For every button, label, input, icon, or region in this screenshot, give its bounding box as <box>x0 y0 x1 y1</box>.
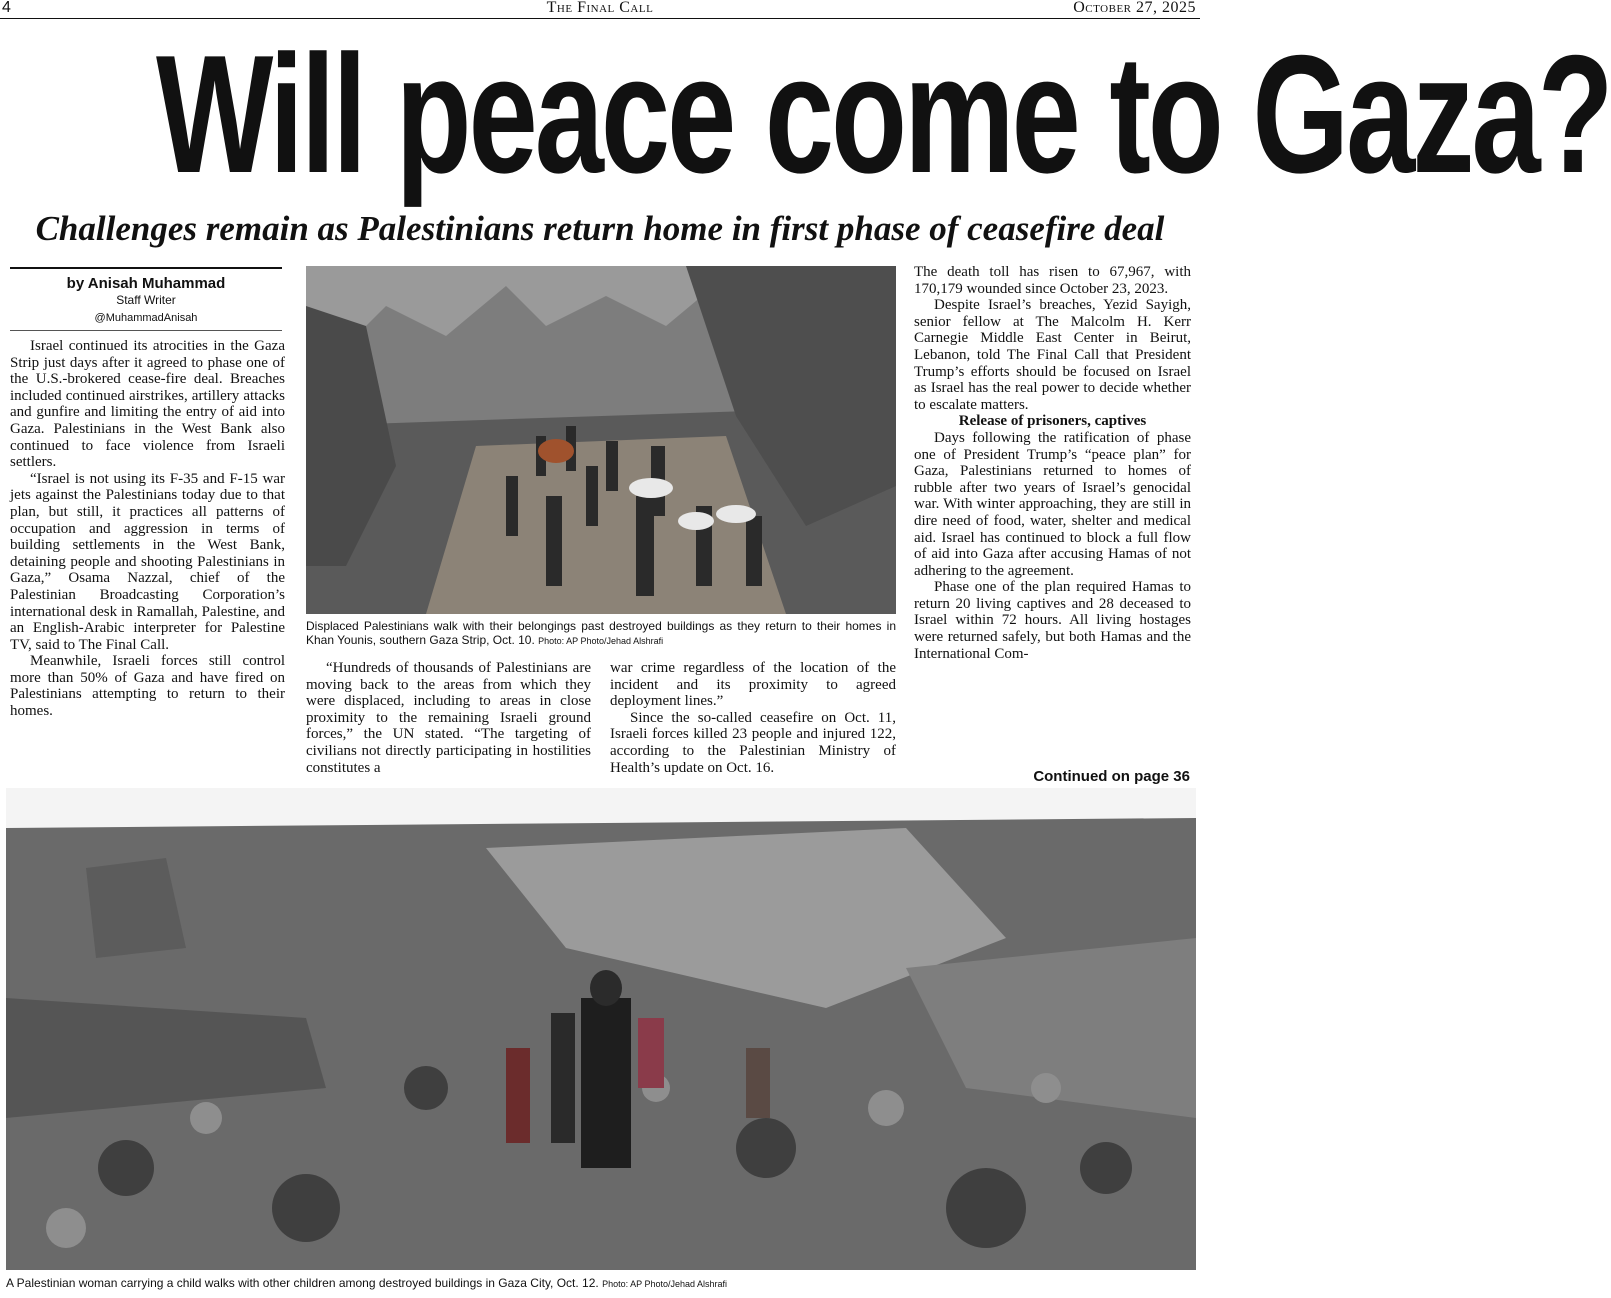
byline <box>10 267 282 331</box>
jump-line: Continued on page 36 <box>1033 768 1190 785</box>
publication-name: The Final Call <box>546 0 654 16</box>
photo-credit: Photo: AP Photo/Jehad Alshrafi <box>538 636 664 646</box>
byline-social-handle: @MuhammadAnisah <box>94 312 198 324</box>
photo-caption-bottom <box>6 1276 1196 1291</box>
photo-displaced-palestinians <box>306 266 896 614</box>
page-number: 4 <box>2 0 11 16</box>
article-paragraph: “Israel is not using its F-35 and F-15 war jets against the Palestinians today due to that plan, but still, it practices all patterns of occupation and aggression in terms of building settlements in the West Bank, detaining people and shooting Palestinians in Gaza,” Osama Nazzal, chief of the Palestinian Broadcasting Corporation’s international desk in Ramallah, Palestine, and an English-Arabic interpreter for Palestine TV, said to The Final Call. <box>10 470 285 653</box>
issue-date: October 27, 2025 <box>1073 0 1196 16</box>
article-paragraph: Despite Israel’s breaches, Yezid Sayigh, senior fellow at The Malcolm H. Kerr Carnegie Middle East Center in Beirut, Lebanon, told The Final Call that President Trump’s efforts should be focused on Israel as Israel has the real power to decide whether to escalate matters. <box>914 297 1191 413</box>
article-paragraph: Phase one of the plan required Hamas to return 20 living captives and 28 deceased to Israel within 72 hours. All living hostages were returned safely, but both Hamas and the International Com- <box>914 579 1191 662</box>
article-paragraph: war crime regardless of the location of the incident and its proximity to agreed deployment lines.” <box>610 660 896 710</box>
deck-subheadline: Challenges remain as Palestinians return home in first phase of ceasefire deal <box>35 209 1165 248</box>
page-folio <box>0 0 1200 19</box>
caption-text: A Palestinian woman carrying a child walks with other children among destroyed buildings in Gaza City, Oct. 12. <box>6 1276 599 1290</box>
article-paragraph: “Hundreds of thousands of Palestinians are moving back to the areas from which they were displaced, including to areas in close proximity to the remaining Israeli ground forces,” the UN stated. “The targeting of civilians not directly participating in hostilities constitutes a <box>306 660 591 776</box>
byline-author: by Anisah Muhammad <box>66 275 226 292</box>
photo-gaza-city-illustration <box>6 788 1196 1270</box>
article-column-1 <box>10 338 285 720</box>
article-column-3 <box>610 660 896 776</box>
article-paragraph: Days following the ratification of phase one of President Trump’s “peace plan” for Gaza, Palestinians returned to homes of rubble after two years of Israel’s genocidal war. With winter approaching, they are still in dire need of food, water, shelter and medical aid. Israel has continued to block a full flow of aid into Gaza after accusing Hamas of not adhering to the agreement. <box>914 429 1191 579</box>
byline-role: Staff Writer <box>116 293 176 307</box>
article-paragraph: The death toll has risen to 67,967, with 170,179 wounded since October 23, 2023. <box>914 264 1191 297</box>
article-column-4 <box>914 264 1191 662</box>
headline: Will peace come to Gaza? <box>156 20 1611 208</box>
photo-caption-top <box>306 619 896 648</box>
article-column-2 <box>306 660 591 776</box>
article-paragraph: Meanwhile, Israeli forces still control more than 50% of Gaza and have fired on Palestinians attempting to return to their homes. <box>10 653 285 720</box>
article-paragraph: Since the so-called ceasefire on Oct. 11, Israeli forces killed 23 people and injured 122, according to the Palestinian Ministry of Health’s update on Oct. 16. <box>610 709 896 776</box>
photo-gaza-city-rubble <box>6 788 1196 1270</box>
caption-text: Displaced Palestinians walk with their belongings past destroyed buildings as they return to their homes in Khan Younis, southern Gaza Strip, Oct. 10. <box>306 619 896 647</box>
photo-khan-younis-illustration <box>306 266 896 614</box>
photo-credit: Photo: AP Photo/Jehad Alshrafi <box>602 1279 728 1289</box>
section-subhead: Release of prisoners, captives <box>958 413 1147 430</box>
article-paragraph: Israel continued its atrocities in the Gaza Strip just days after it agreed to phase one of the U.S.-brokered cease-fire deal. Breaches included continued airstrikes, artillery attacks and gunfire and limiting the entry of aid into Gaza. Palestinians in the West Bank also continued to face violence from Israeli settlers. <box>10 338 285 471</box>
